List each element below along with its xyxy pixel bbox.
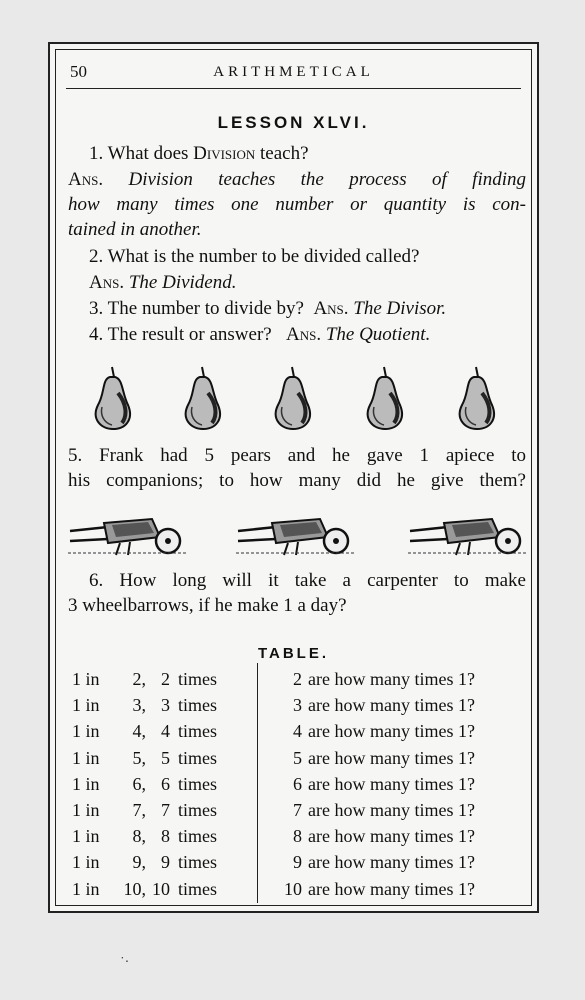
table-cell: 10 — [152, 878, 170, 899]
table-cell: 3 — [293, 695, 302, 716]
table-cell: are how many times 1? — [308, 721, 475, 742]
table-cell: 4 — [293, 721, 302, 742]
table-cell: 6, — [132, 773, 146, 794]
q3-line: 3. The number to divide by? Ans. The Divisor. — [89, 298, 447, 319]
table-cell: 5 — [161, 747, 170, 768]
table-row — [56, 669, 531, 695]
table-cell: 7, — [132, 800, 146, 820]
table-cell: 10, — [123, 878, 146, 899]
table-cell: are how many times 1? — [308, 773, 475, 794]
pear-illustration — [178, 363, 228, 431]
table-cell: 3, — [132, 695, 146, 716]
table-cell: 9 — [161, 852, 170, 873]
q1-question: 1. What does Division teach? — [89, 143, 309, 164]
q1-keyword: Division — [193, 143, 256, 164]
table-cell: 1 in — [72, 747, 100, 768]
page-border — [48, 42, 539, 913]
table-cell: 2 — [161, 669, 170, 689]
lesson-heading: LESSON XLVI. — [217, 113, 370, 132]
table-row — [56, 721, 531, 747]
table-row — [56, 774, 531, 800]
table-cell: are how many times 1? — [308, 852, 475, 873]
table-cell: times — [178, 669, 217, 689]
print-speck: ˙· — [120, 955, 130, 970]
pear-illustration — [268, 363, 318, 431]
table-cell: times — [178, 773, 217, 794]
q1-answer-line-2: how many times one number or quantity is con- — [68, 194, 526, 215]
table-cell: 1 in — [72, 826, 100, 847]
q4-line: 4. The result or answer? Ans. The Quotient. — [89, 324, 431, 345]
table-heading: TABLE. — [257, 645, 330, 662]
table-cell: 2, — [132, 669, 146, 689]
table-row — [56, 852, 531, 878]
table-cell: 8 — [293, 826, 302, 847]
table-cell: 3 — [161, 695, 170, 716]
wheelbarrow-illustration — [68, 513, 186, 557]
table-cell: are how many times 1? — [308, 800, 475, 820]
table-cell: times — [178, 878, 217, 899]
table-cell: 1 in — [72, 695, 100, 716]
header-rule — [66, 88, 521, 89]
table-cell: 1 in — [72, 852, 100, 873]
table-cell: times — [178, 747, 217, 768]
table-cell: 4, — [132, 721, 146, 742]
table-row — [56, 800, 531, 826]
table-cell: are how many times 1? — [308, 826, 475, 847]
q2-answer: Ans. The Dividend. — [89, 272, 237, 293]
table-cell: 9, — [132, 852, 146, 873]
q6-line-1: 6. How long will it take a carpenter to make — [89, 570, 526, 591]
table-cell: 6 — [293, 773, 302, 794]
table-cell: 5 — [293, 747, 302, 768]
table-cell: times — [178, 852, 217, 873]
pear-illustration — [88, 363, 138, 431]
wheelbarrow-illustration — [408, 513, 526, 557]
table-cell: 8 — [161, 826, 170, 847]
table-row — [56, 879, 531, 905]
table-cell: 1 in — [72, 878, 100, 899]
table-cell: are how many times 1? — [308, 669, 475, 689]
table-cell: are how many times 1? — [308, 747, 475, 768]
table-cell: 8, — [132, 826, 146, 847]
table-cell: 7 — [161, 800, 170, 820]
table-cell: 2 — [293, 669, 302, 689]
q1-answer-line-1: Ans. Division teaches the process of finding — [68, 169, 527, 190]
table-cell: times — [178, 721, 217, 742]
running-title: ARITHMETICAL — [213, 64, 374, 80]
table-cell: 4 — [161, 721, 170, 742]
table-row — [56, 826, 531, 852]
table-cell: 5, — [132, 747, 146, 768]
q2-question: 2. What is the number to be divided called? — [89, 246, 420, 267]
table-cell: 9 — [293, 852, 302, 873]
table-row — [56, 695, 531, 721]
table-cell: times — [178, 695, 217, 716]
table-cell: are how many times 1? — [308, 878, 475, 899]
table-cell: 1 in — [72, 773, 100, 794]
table-cell: 1 in — [72, 800, 100, 820]
q5-line-1: 5. Frank had 5 pears and he gave 1 apiece to — [68, 445, 526, 466]
table-cell: 10 — [284, 878, 302, 899]
table-cell: 1 in — [72, 721, 100, 742]
table-cell: are how many times 1? — [308, 695, 475, 716]
q1-answer-line-3: tained in another. — [68, 219, 202, 240]
table-cell: times — [178, 826, 217, 847]
pear-illustration — [360, 363, 410, 431]
table-row — [56, 748, 531, 774]
wheelbarrow-illustration — [236, 513, 354, 557]
q5-line-2: his companions; to how many did he give them? — [68, 470, 526, 491]
inner-border — [55, 49, 532, 906]
page-number: 50 — [70, 62, 87, 81]
table-cell: times — [178, 800, 217, 820]
table-cell: 1 in — [72, 669, 100, 689]
running-head — [66, 62, 521, 84]
pear-illustration — [452, 363, 502, 431]
q6-line-2: 3 wheelbarrows, if he make 1 a day? — [68, 595, 347, 616]
table-cell: 7 — [293, 800, 302, 820]
table-cell: 6 — [161, 773, 170, 794]
